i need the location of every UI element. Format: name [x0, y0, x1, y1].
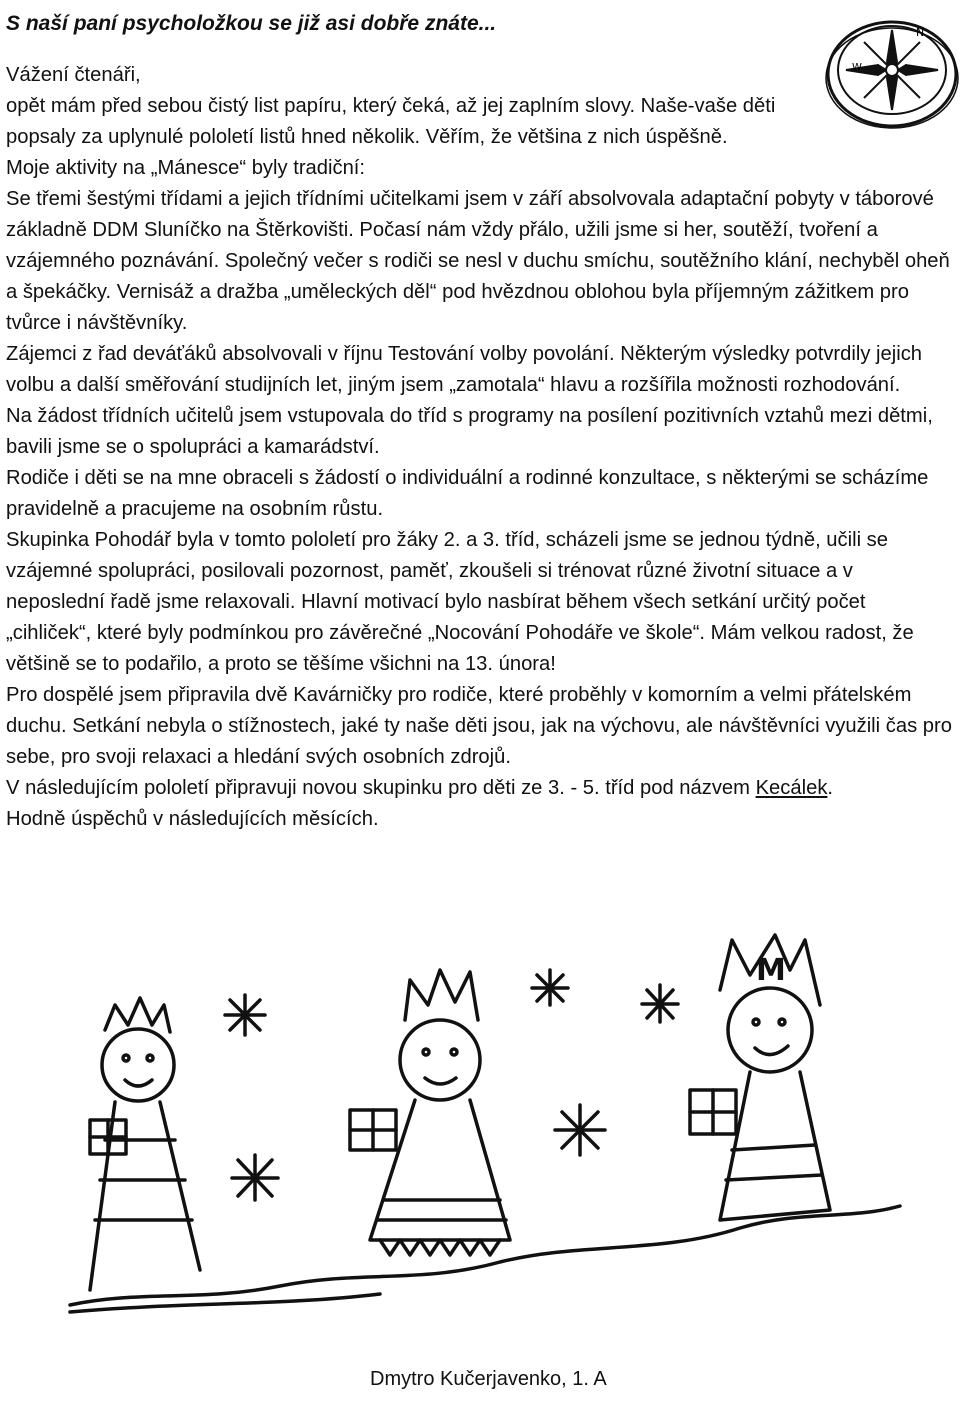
king-middle: [350, 970, 510, 1255]
paragraph-consultations: Rodiče i děti se na mne obraceli s žádostí o individuální a rodinné konzultace, s některými se scházíme pravidelně a pracujeme na osobním růstu.: [6, 467, 929, 520]
next-term-end: .: [827, 777, 834, 799]
drawing-caption: Dmytro Kučerjavenko, 1. A: [370, 1368, 607, 1390]
crown-letter: M: [756, 953, 786, 988]
paragraph-intro: opět mám před sebou čistý list papíru, který čeká, až jej zaplním slovy. Naše-vaše děti popsaly za uplynulé pololetí listů hned několik. Věřím, že většina z nich úspěšně.: [6, 95, 776, 148]
star-1: [225, 995, 265, 1035]
article-title: S naší paní psycholožkou se již asi dobře znáte...: [6, 12, 497, 35]
paragraph-activities-heading: Moje aktivity na „Mánesce“ byly tradiční:: [6, 157, 366, 179]
star-5: [642, 985, 678, 1022]
article-body: [6, 60, 956, 835]
greeting: Vážení čtenáři,: [6, 64, 141, 86]
star-3: [532, 970, 568, 1005]
svg-text:N: N: [916, 26, 925, 39]
svg-text:W: W: [852, 62, 862, 73]
star-2: [232, 1155, 278, 1200]
three-kings-drawing: [60, 910, 910, 1330]
paragraph-next-term: [6, 773, 956, 804]
paragraph-adaptation-stays: Se třemi šestými třídami a jejich třídními učitelkami jsem v září absolvovala adaptační pobyty v táborové základně DDM Sluníčko na Štěrkovišti. Počasí nám vždy přálo, užili jsme si her, soutěží, tvoření a vzájemného poznávání. Společný večer s rodiči se nesl v duchu smíchu, soutěžního klání, nechyběl oheň a špekáčky. Vernisáž a dražba „uměleckých děl“ pod hvězdnou oblohou byla příjemným zážitkem pro tvůrce i návštěvníky.: [6, 188, 950, 334]
kecalek-link[interactable]: Kecálek: [755, 777, 828, 799]
star-4: [555, 1105, 605, 1155]
paragraph-career-testing: Zájemci z řad deváťáků absolvovali v říjnu Testování volby povolání. Některým výsledky potvrdily jejich volbu a další směřování studijních let, jiným jsem „zamotala“ hlavu a rozšířila možnosti rozhodování.: [6, 343, 923, 396]
next-term-text: V následujícím pololetí připravuji novou skupinku pro děti ze 3. - 5. tříd pod názvem: [6, 777, 756, 799]
paragraph-parent-cafe: Pro dospělé jsem připravila dvě Kavárničky pro rodiče, které proběhly v komorním a velmi přátelském duchu. Setkání nebyla o stížnostech, jaké ty naše děti jsou, jak na výchovu, ale návštěvníci využili čas pro sebe, pro svoji relaxaci a hledání svých osobních zdrojů.: [6, 684, 952, 768]
paragraph-closing: Hodně úspěchů v následujících měsících.: [6, 808, 379, 830]
paragraph-class-programs: Na žádost třídních učitelů jsem vstupovala do tříd s programy na posílení pozitivních vztahů mezi dětmi, bavili jsme se o spolupráci a kamarádství.: [6, 405, 933, 458]
paragraph-pohodar-group: Skupinka Pohodář byla v tomto pololetí pro žáky 2. a 3. tříd, scházeli jsme se jednou týdně, učili se vzájemné spolupráci, posilovali pozornost, paměť, zkoušeli si trénovat různé životní situace a v neposlední řadě jsme relaxovali. Hlavní motivací bylo nasbírat během všech setkání určitý počet „cihliček“, které byly podmínkou pro závěrečné „Nocování Pohodáře ve škole“. Mám velkou radost, že většině se to podařilo, a proto se těšíme všichni na 13. února!: [6, 529, 914, 675]
king-left: [90, 998, 200, 1290]
